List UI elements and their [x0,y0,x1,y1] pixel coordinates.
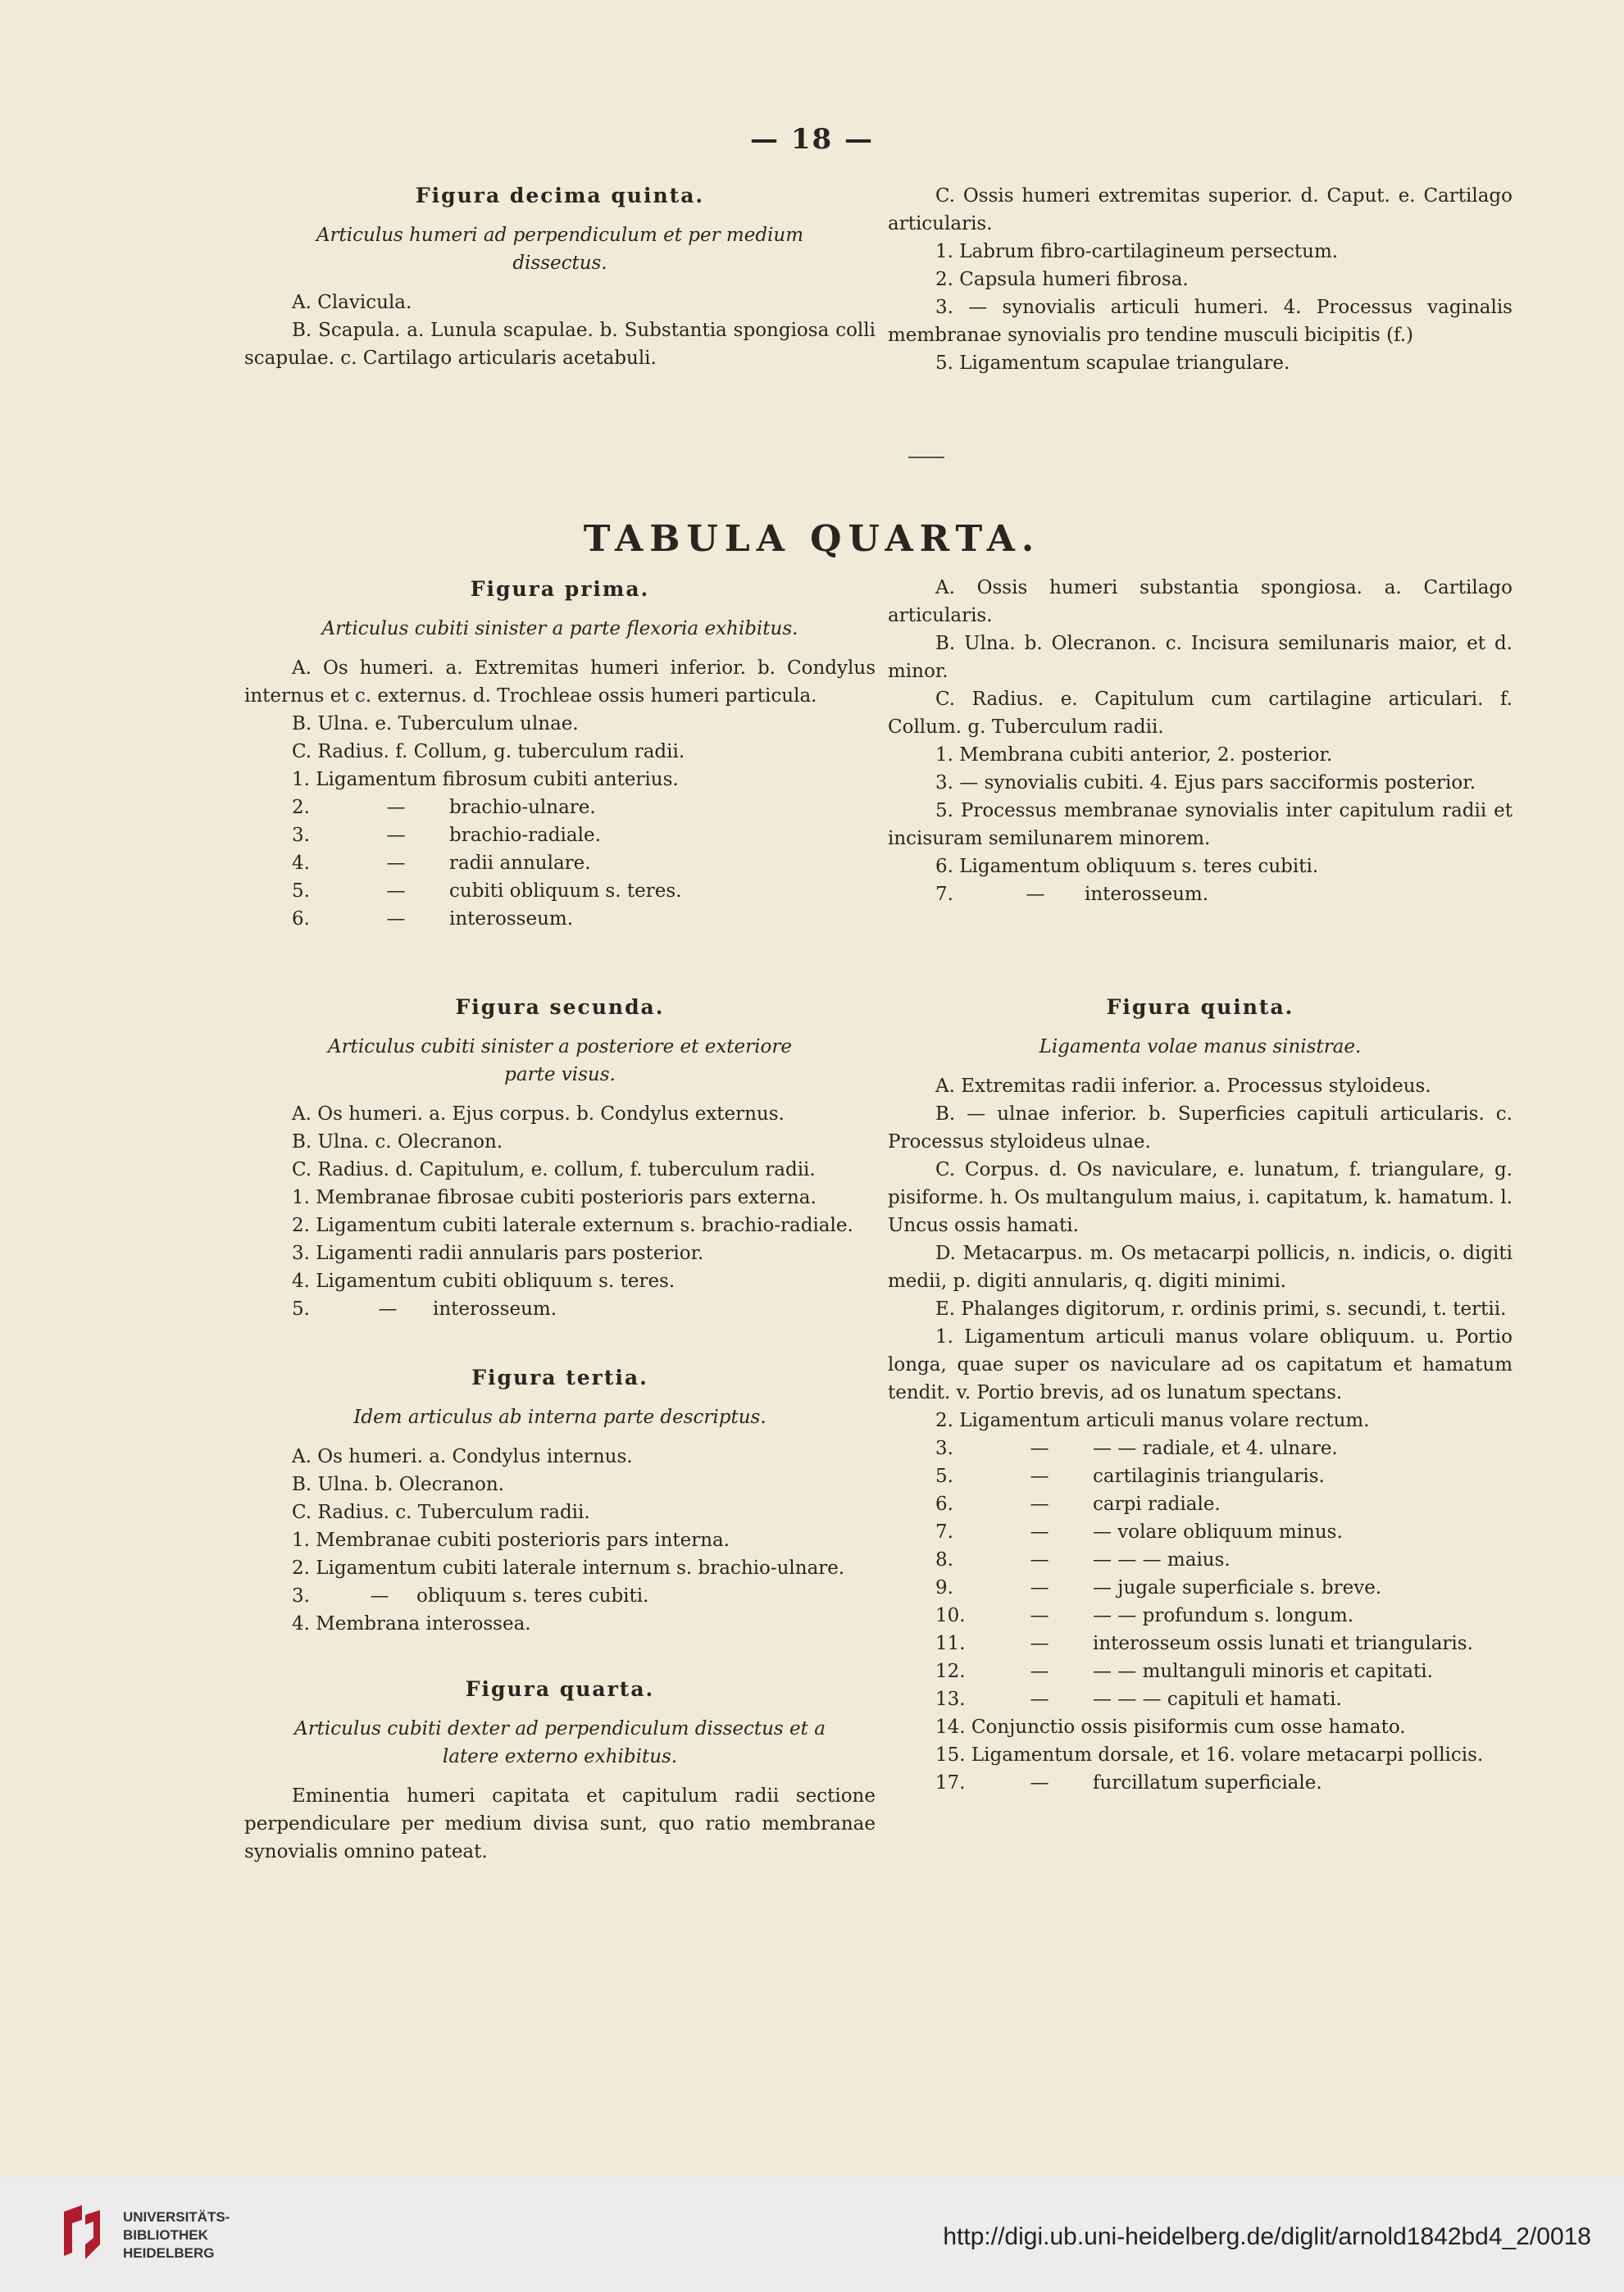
library-name: UNIVERSITÄTS- BIBLIOTHEK HEIDELBERG [123,2209,230,2261]
list-row: 4. — radii annulare. [292,853,591,874]
text-ulna: B. Ulna. e. Tuberculum ulnae. [292,713,579,734]
list-item-1: 1. Ligamentum fibrosum cubiti anterius. [292,769,679,790]
list-item-1: 1. Membranae cubiti posterioris pars interna. [292,1530,730,1551]
text-radius: C. Radius. c. Tuberculum radii. [292,1502,590,1523]
heading-figura-quarta: Figura quarta. [465,1677,655,1701]
list-item-2: 2. Ligamentum cubiti laterale internum s. brachio-ulnare. [292,1558,845,1579]
section-figura-decima-quinta-cont [888,182,1513,377]
list-row: 13. — — — — capituli et hamati. [935,1689,1342,1710]
list-item-3: 3. — synovialis articuli humeri. 4. Processus vaginalis membranae synovialis pro tendine musculi bicipitis (f.) [888,297,1513,346]
section-figura-decima-quinta [244,182,876,372]
subtitle-line-2: parte visus. [504,1064,616,1085]
subtitle-line-1: Articulus cubiti dexter ad perpendiculum dissectus et a [294,1718,826,1739]
list-row: 11. — interosseum ossis lunati et triangularis. [935,1633,1473,1654]
text-ulna: B. Ulna. b. Olecranon. [292,1474,504,1495]
list-row: 3. — obliquum s. teres cubiti. [292,1585,649,1607]
list-item-4: 4. Membrana interossea. [292,1613,531,1635]
list-row: 8. — — — — maius. [935,1549,1231,1571]
subtitle-figura-quinta: Ligamenta volae manus sinistrae. [1039,1036,1362,1057]
source-url[interactable]: http://digi.ub.uni-heidelberg.de/diglit/arnold1842bd4_2/0018 [943,2223,1591,2250]
heading-figura-decima-quinta: Figura decima quinta. [415,184,705,207]
list-row: 17. — furcillatum superficiale. [935,1772,1322,1794]
text-phalanges: E. Phalanges digitorum, r. ordinis primi, s. secundi, t. tertii. [935,1298,1507,1320]
text-radius: C. Radius. f. Collum, g. tuberculum radii. [292,741,685,762]
list-row: 3. — brachio-radiale. [292,825,601,846]
list-item-3: 3. — synovialis cubiti. 4. Ejus pars sacciformis posterior. [935,772,1476,794]
text-ulna: B. Ulna. c. Olecranon. [292,1131,503,1153]
list-item-5: 5. Ligamentum scapulae triangulare. [935,352,1290,374]
text-ossis-humeri: C. Ossis humeri extremitas superior. d. Caput. e. Cartilago articularis. [888,185,1513,234]
text-os-humeri: A. Os humeri. a. Extremitas humeri inferior. b. Condylus internus et c. externus. d. Trochleae ossis humeri particula. [244,657,876,707]
text-os-humeri: A. Os humeri. a. Ejus corpus. b. Condylus externus. [292,1103,785,1125]
text-ulna: B. Ulna. b. Olecranon. c. Incisura semilunaris maior, et d. minor. [888,633,1513,682]
subtitle-line-2: dissectus. [512,252,607,274]
heading-figura-tertia: Figura tertia. [471,1366,648,1389]
tabula-title: TABULA QUARTA. [583,518,1041,560]
list-row: 12. — — — multanguli minoris et capitati. [935,1661,1433,1682]
section-figura-prima [244,575,876,933]
list-item-1: 1. Ligamentum articuli manus volare obliquum. u. Portio longa, quae super os naviculare ad os capitatum et hamatum tendit. v. Portio brevis, ad os lunatum spectans. [888,1326,1513,1403]
list-row: 5. — cartilaginis triangularis. [935,1466,1325,1487]
text-corpus: C. Corpus. d. Os naviculare, e. lunatum, f. triangulare, g. pisiforme. h. Os multangulum maius, i. capitatum, k. hamatum. l. Uncus ossis hamati. [888,1159,1513,1236]
section-figura-quinta [888,994,1513,1797]
text-os-humeri: A. Os humeri. a. Condylus internus. [292,1446,633,1467]
subtitle-figura-prima: Articulus cubiti sinister a parte flexoria exhibitus. [321,618,798,639]
list-item-2: 2. Ligamentum articuli manus volare rectum. [935,1410,1370,1431]
list-item-6: 6. Ligamentum obliquum s. teres cubiti. [935,856,1319,877]
list-item-15: 15. Ligamentum dorsale, et 16. volare metacarpi pollicis. [935,1744,1484,1766]
text-eminentia: Eminentia humeri capitata et capitulum radii sectione perpendiculare per medium divisa sunt, quo ratio membranae synovialis omnino pateat. [244,1785,876,1862]
text-scapula: B. Scapula. a. Lunula scapulae. b. Substantia spongiosa colli scapulae. c. Cartilago articularis acetabuli. [244,320,876,369]
divider-rule [908,457,944,458]
text-metacarpus: D. Metacarpus. m. Os metacarpi pollicis, n. indicis, o. digiti medii, p. digiti annularis, q. digiti minimi. [888,1243,1513,1292]
list-item-1: 1. Membranae fibrosae cubiti posterioris pars externa. [292,1187,817,1208]
text-clavicula: A. Clavicula. [292,292,412,313]
list-item-1: 1. Labrum fibro-cartilagineum persectum. [935,241,1339,262]
list-row: 5. — interosseum. [292,1298,557,1320]
text-ulnae: B. — ulnae inferior. b. Superficies capituli articularis. c. Processus styloideus ulnae. [888,1103,1513,1153]
subtitle-line-1: Articulus humeri ad perpendiculum et per medium [316,225,804,246]
section-figura-quarta-cont [888,574,1513,908]
list-item-5: 5. Processus membranae synovialis inter capitulum radii et incisuram semilunarem minorem. [888,800,1513,849]
subtitle-line-2: latere externo exhibitus. [442,1746,678,1767]
list-row: 7. — — volare obliquum minus. [935,1521,1343,1543]
subtitle-line-1: Articulus cubiti sinister a posteriore et exteriore [328,1036,792,1057]
list-item-3: 3. Ligamenti radii annularis pars posterior. [292,1243,704,1264]
section-figura-secunda [244,994,876,1323]
list-row: 9. — — jugale superficiale s. breve. [935,1577,1382,1598]
list-row: 6. — carpi radiale. [935,1494,1221,1515]
text-extremitas-radii: A. Extremitas radii inferior. a. Processus styloideus. [935,1076,1431,1097]
text-radius: C. Radius. e. Capitulum cum cartilagine articulari. f. Collum. g. Tuberculum radii. [888,689,1513,738]
section-figura-tertia [244,1364,876,1638]
list-item-4: 4. Ligamentum cubiti obliquum s. teres. [292,1271,676,1292]
list-row: 10. — — — profundum s. longum. [935,1605,1354,1626]
page-number: — 18 — [750,123,874,156]
heading-figura-prima: Figura prima. [470,577,650,601]
heading-figura-secunda: Figura secunda. [455,995,665,1019]
list-item-2: 2. Capsula humeri fibrosa. [935,269,1189,290]
list-row: 7. — interosseum. [935,884,1209,905]
list-item-1: 1. Membrana cubiti anterior, 2. posterior. [935,744,1333,766]
list-row: 2. — brachio-ulnare. [292,797,596,818]
list-row: 5. — cubiti obliquum s. teres. [292,880,682,902]
list-item-2: 2. Ligamentum cubiti laterale externum s. brachio-radiale. [292,1215,853,1236]
list-row: 6. — interosseum. [292,908,574,930]
heading-figura-quinta: Figura quinta. [1106,995,1294,1019]
text-radius: C. Radius. d. Capitulum, e. collum, f. tuberculum radii. [292,1159,816,1180]
list-item-14: 14. Conjunctio ossis pisiformis cum osse hamato. [935,1717,1406,1738]
library-logo-icon [57,2203,107,2261]
list-row: 3. — — — radiale, et 4. ulnare. [935,1438,1338,1459]
text-ossis-humeri: A. Ossis humeri substantia spongiosa. a. Cartilago articularis. [888,577,1513,626]
footer-bar [0,2177,1624,2292]
subtitle-figura-tertia: Idem articulus ab interna parte descriptus. [353,1407,767,1428]
section-figura-quarta [244,1676,876,1866]
